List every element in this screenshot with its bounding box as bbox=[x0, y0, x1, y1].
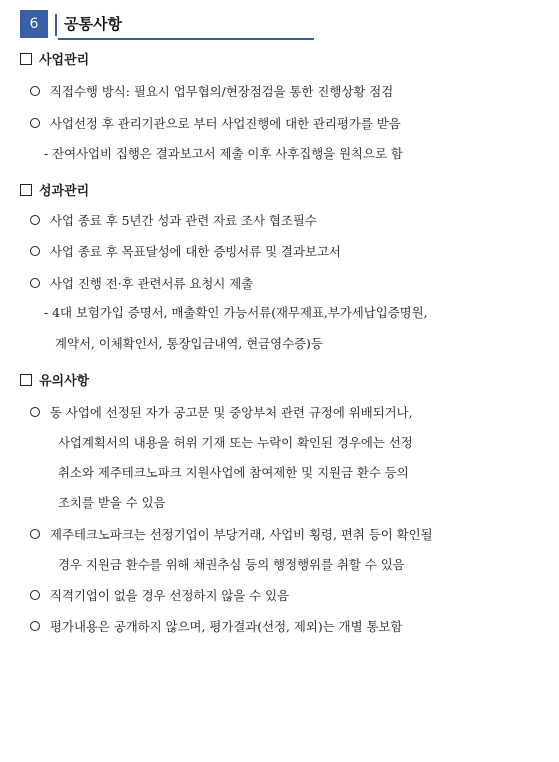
circle-bullet-icon bbox=[30, 621, 40, 631]
bullet-item bbox=[30, 404, 413, 422]
sub-note: - 4대 보험가입 증명서, 매출확인 가능서류(재무제표,부가세납입증명원, bbox=[44, 305, 428, 320]
checkbox-square-icon bbox=[20, 53, 32, 65]
bullet-text: 직접수행 방식: 필요시 업무협의/현장점검을 통한 진행상황 점검 bbox=[50, 84, 394, 99]
bullet-continuation: 경우 지원금 환수를 위해 채권추심 등의 행정행위를 취할 수 있음 bbox=[58, 557, 405, 572]
bullet-item bbox=[30, 587, 289, 605]
bullet-text: 평가내용은 공개하지 않으며, 평가결과(선정, 제외)는 개별 통보함 bbox=[50, 619, 403, 634]
section-heading-business-management bbox=[20, 52, 89, 70]
circle-bullet-icon bbox=[30, 278, 40, 288]
section-heading-label: 사업관리 bbox=[39, 53, 90, 68]
circle-bullet-icon bbox=[30, 529, 40, 539]
sub-note-continuation: 계약서, 이체확인서, 통장입금내역, 현금영수증)등 bbox=[55, 336, 323, 351]
circle-bullet-icon bbox=[30, 86, 40, 96]
circle-bullet-icon bbox=[30, 590, 40, 600]
section-heading-label: 유의사항 bbox=[39, 374, 90, 389]
section-heading-precautions bbox=[20, 373, 89, 391]
section-number-badge: 6 bbox=[20, 10, 48, 38]
bullet-item bbox=[30, 212, 317, 230]
header-underline bbox=[58, 38, 314, 40]
header-divider bbox=[55, 14, 57, 36]
bullet-text: 직격기업이 없을 경우 선정하지 않을 수 있음 bbox=[50, 588, 290, 603]
bullet-continuation: 취소와 제주테크노파크 지원사업에 참여제한 및 지원금 환수 등의 bbox=[58, 465, 409, 480]
bullet-item bbox=[30, 275, 253, 293]
bullet-text: 사업 종료 후 목표달성에 대한 증빙서류 및 결과보고서 bbox=[50, 244, 341, 259]
bullet-text: 사업선정 후 관리기관으로 부터 사업진행에 대한 관리평가를 받음 bbox=[50, 116, 401, 131]
bullet-item bbox=[30, 618, 402, 636]
circle-bullet-icon bbox=[30, 246, 40, 256]
bullet-text: 사업 종료 후 5년간 성과 관련 자료 조사 협조필수 bbox=[50, 213, 317, 228]
checkbox-square-icon bbox=[20, 374, 32, 386]
circle-bullet-icon bbox=[30, 407, 40, 417]
bullet-item bbox=[30, 243, 341, 261]
bullet-item bbox=[30, 115, 401, 133]
checkbox-square-icon bbox=[20, 184, 32, 196]
section-header bbox=[20, 10, 296, 40]
bullet-text: 제주테크노파크는 선정기업이 부당거래, 사업비 횡령, 편취 등이 확인될 bbox=[50, 527, 433, 542]
section-heading-performance-management bbox=[20, 183, 89, 201]
section-heading-label: 성과관리 bbox=[39, 184, 90, 199]
circle-bullet-icon bbox=[30, 118, 40, 128]
bullet-continuation: 사업계획서의 내용을 허위 기재 또는 누락이 확인된 경우에는 선정 bbox=[58, 435, 413, 450]
bullet-text: 사업 진행 전·후 관련서류 요청시 제출 bbox=[50, 276, 254, 291]
section-title: 공통사항 bbox=[64, 15, 122, 33]
circle-bullet-icon bbox=[30, 215, 40, 225]
bullet-item bbox=[30, 83, 393, 101]
bullet-item bbox=[30, 526, 433, 544]
sub-note: - 잔여사업비 집행은 결과보고서 제출 이후 사후집행을 원칙으로 함 bbox=[44, 146, 403, 161]
bullet-continuation: 조치를 받을 수 있음 bbox=[58, 495, 166, 510]
bullet-text: 동 사업에 선정된 자가 공고문 및 중앙부처 관련 규정에 위배되거나, bbox=[50, 405, 413, 420]
